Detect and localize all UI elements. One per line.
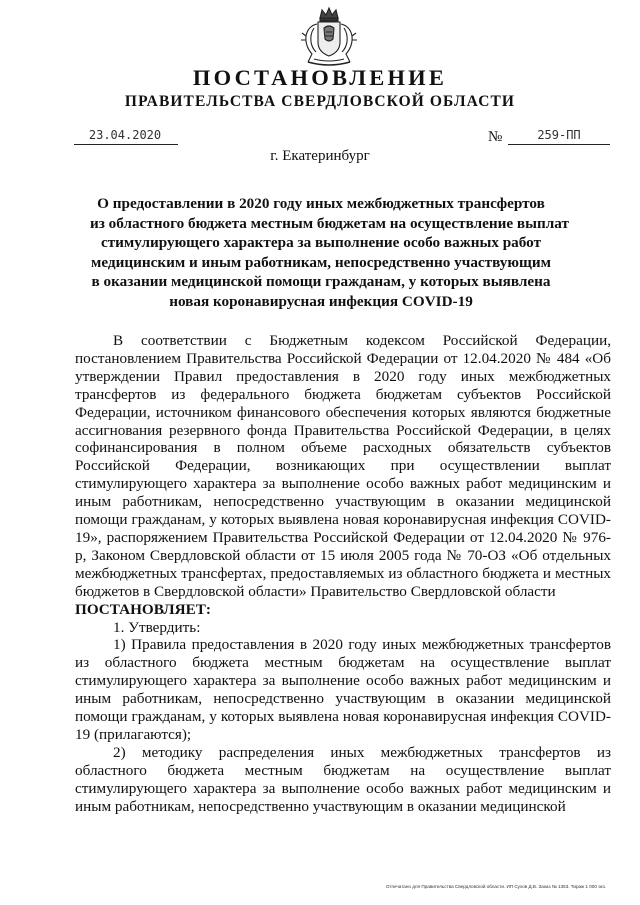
decree-word: ПОСТАНОВЛЯЕТ: (75, 600, 211, 618)
heading-line: новая коронавирусная инфекция COVID-19 (169, 292, 473, 310)
number-underline (508, 144, 610, 145)
coat-of-arms-sverdlovsk-icon (300, 6, 358, 68)
item-1-subitem-1: 1) Правила предоставления в 2020 году иных межбюджетных трансфертов из областного бюджета местным бюджетам на осуществление выплат стимулирующего характера за выполнение особо важных работ медицинским и иным работникам, непосредственно участвующим в оказании медицинской помощи гражданам, у которых выявлена новая коронавирусная инфекция COVID-19 (прилагаются); (75, 636, 611, 743)
document-title: ПОСТАНОВЛЕНИЕ (192, 65, 448, 90)
heading-line: медицинским и иным работникам, непосредственно участвующим (91, 253, 551, 271)
document-date: 23.04.2020 (88, 128, 162, 142)
preamble-paragraph: В соответствии с Бюджетным кодексом Российской Федерации, постановлением Правительства Российской Федерации от 12.04.2020 № 484 «Об утверждении Правил предоставления в 2020 году иных межбюджетных трансфертов из федерального бюджета бюджетам субъектов Российской Федерации, источником финансового обеспечения которых являются бюджетные ассигнования резервного фонда Правительства Российской Федерации, в целях софинансирования в полном объеме расходных обязательств субъектов Российской Федерации, возникающих при осуществлении выплат стимулирующего характера за выполнение особо важных работ медицинским и иным работникам, непосредственно участвующим в оказании медицинской помощи гражданам, у которых выявлена новая коронавирусная инфекция COVID-19», распоряжением Правительства Российской Федерации от 12.04.2020 № 976-р, Законом Свердловской области от 15 июля 2005 года № 70-ОЗ «Об отдельных межбюджетных трансфертах, предоставляемых из областного бюджета и местных бюджетов в Свердловской области» Правительство Свердловской области (75, 332, 611, 600)
document-subtitle: ПРАВИТЕЛЬСТВА СВЕРДЛОВСКОЙ ОБЛАСТИ (124, 93, 516, 110)
document-city: г. Екатеринбург (270, 148, 370, 164)
date-underline (74, 144, 178, 145)
number-sign: № (488, 129, 503, 145)
heading-line: О предоставлении в 2020 году иных межбюджетных трансфертов (97, 195, 545, 212)
heading-line: из областного бюджета местным бюджетам на осуществление выплат (90, 214, 569, 232)
print-footer: Отпечатано для Правительства Свердловской области. ИП Сухов Д.В. Заказ № 1363. Тираж 1 000 экз. (385, 884, 606, 889)
resolution-heading (90, 194, 569, 312)
heading-line: в оказании медицинской помощи гражданам, у которых выявлена (91, 273, 551, 291)
document-number: 259-ПП (537, 128, 581, 142)
item-1: 1. Утвердить: (113, 618, 201, 636)
heading-line: стимулирующего характера за выполнение особо важных работ (100, 234, 542, 252)
document-body (75, 332, 611, 815)
item-1-subitem-2: 2) методику распределения иных межбюджетных трансфертов из областного бюджета местным бюджетам на осуществление выплат стимулирующего характера за выполнение особо важных работ медицинским и иным работникам, непосредственно участвующим в оказании медицинской (75, 743, 611, 815)
